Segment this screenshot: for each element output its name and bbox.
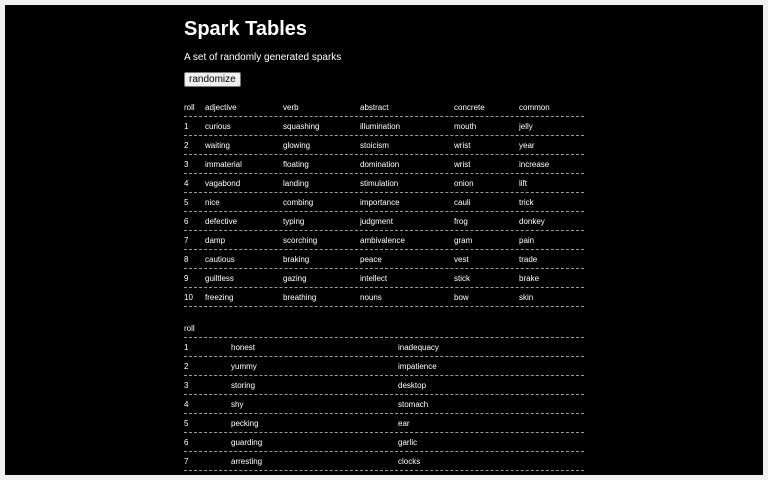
table-cell: mouth [454,122,477,131]
column-header: concrete [454,103,485,112]
table-cell: 2 [184,362,189,371]
table-cell: 4 [184,400,189,409]
table-cell: 5 [184,419,189,428]
table-cell: bow [454,293,469,302]
table-cell: intellect [360,274,388,283]
table-cell: pecking [231,419,259,428]
table-cell: storing [231,381,256,390]
table-row [184,433,584,452]
table-row [184,193,584,212]
table-cell: floating [283,160,309,169]
table-cell: guarding [231,438,263,447]
table-cell: domination [360,160,400,169]
table-cell: 3 [184,160,189,169]
table-cell: 1 [184,122,189,131]
table-cell: shy [231,400,244,409]
page-frame [5,5,763,475]
table-cell: donkey [519,217,545,226]
table-cell: year [519,141,535,150]
column-header: roll [184,324,195,333]
table-cell: trick [519,198,534,207]
table-cell: stick [454,274,470,283]
table-cell: squashing [283,122,320,131]
table-row [184,212,584,231]
table-row [184,231,584,250]
column-header: adjective [205,103,237,112]
table-row [184,288,584,307]
table-cell: inadequacy [398,343,439,352]
table-cell: guiltless [205,274,234,283]
table-row [184,155,584,174]
table-cell: pain [519,236,535,245]
column-header: verb [283,103,299,112]
table-cell: 6 [184,217,189,226]
table-row [184,376,584,395]
table-cell: stoicism [360,141,389,150]
table-cell: curious [205,122,231,131]
table-cell: waiting [205,141,230,150]
table-cell: 9 [184,274,189,283]
page-subtitle: A set of randomly generated sparks [184,52,342,63]
table-cell: yummy [231,362,257,371]
table-cell: illumination [360,122,401,131]
table-cell: 7 [184,236,189,245]
table-cell: desktop [398,381,427,390]
spark-table-2 [184,319,584,471]
table-cell: gram [454,236,473,245]
table-cell: 5 [184,198,189,207]
table-cell: 2 [184,141,189,150]
table-cell: 3 [184,381,189,390]
table-cell: stimulation [360,179,399,188]
table-row [184,269,584,288]
table-cell: scorching [283,236,318,245]
table-cell: impatience [398,362,437,371]
table-cell: increase [519,160,550,169]
column-header: common [519,103,550,112]
table-cell: stomach [398,400,429,409]
table-cell: nouns [360,293,382,302]
table-cell: frog [454,217,468,226]
table-header-row [184,98,584,117]
table-cell: 10 [184,293,193,302]
table-cell: freezing [205,293,234,302]
table-header-row [184,319,584,338]
table-cell: onion [454,179,474,188]
column-header: roll [184,103,195,112]
table-cell: cautious [205,255,235,264]
table-cell: garlic [398,438,418,447]
table-cell: honest [231,343,256,352]
table-cell: glowing [283,141,311,150]
table-cell: landing [283,179,309,188]
table-cell: judgment [360,217,393,226]
table-cell: ambivalence [360,236,405,245]
table-cell: 6 [184,438,189,447]
table-row [184,250,584,269]
table-cell: vest [454,255,469,264]
table-cell: importance [360,198,400,207]
table-cell: arresting [231,457,263,466]
table-cell: typing [283,217,305,226]
table-cell: 1 [184,343,189,352]
table-cell: lift [519,179,527,188]
table-row [184,452,584,471]
table-cell: trade [519,255,538,264]
table-cell: wrist [454,141,471,150]
table-row [184,174,584,193]
table-row [184,136,584,155]
column-header: abstract [360,103,389,112]
table-cell: braking [283,255,310,264]
table-cell: damp [205,236,226,245]
table-row [184,395,584,414]
table-cell: defective [205,217,238,226]
table-row [184,338,584,357]
table-row [184,414,584,433]
table-cell: cauli [454,198,471,207]
table-row [184,357,584,376]
table-cell: 7 [184,457,189,466]
table-row [184,117,584,136]
spark-table-1 [184,98,584,307]
table-cell: brake [519,274,540,283]
table-cell: clocks [398,457,421,466]
table-cell: skin [519,293,534,302]
table-cell: 4 [184,179,189,188]
table-cell: wrist [454,160,471,169]
table-cell: ear [398,419,410,428]
table-cell: peace [360,255,382,264]
table-cell: jelly [519,122,533,131]
table-cell: gazing [283,274,307,283]
table-cell: vagabond [205,179,241,188]
table-cell: nice [205,198,220,207]
table-cell: 8 [184,255,189,264]
randomize-button[interactable]: randomize [184,72,241,87]
page-title: Spark Tables [184,18,308,40]
table-cell: immaterial [205,160,242,169]
table-cell: combing [283,198,314,207]
table-cell: breathing [283,293,317,302]
